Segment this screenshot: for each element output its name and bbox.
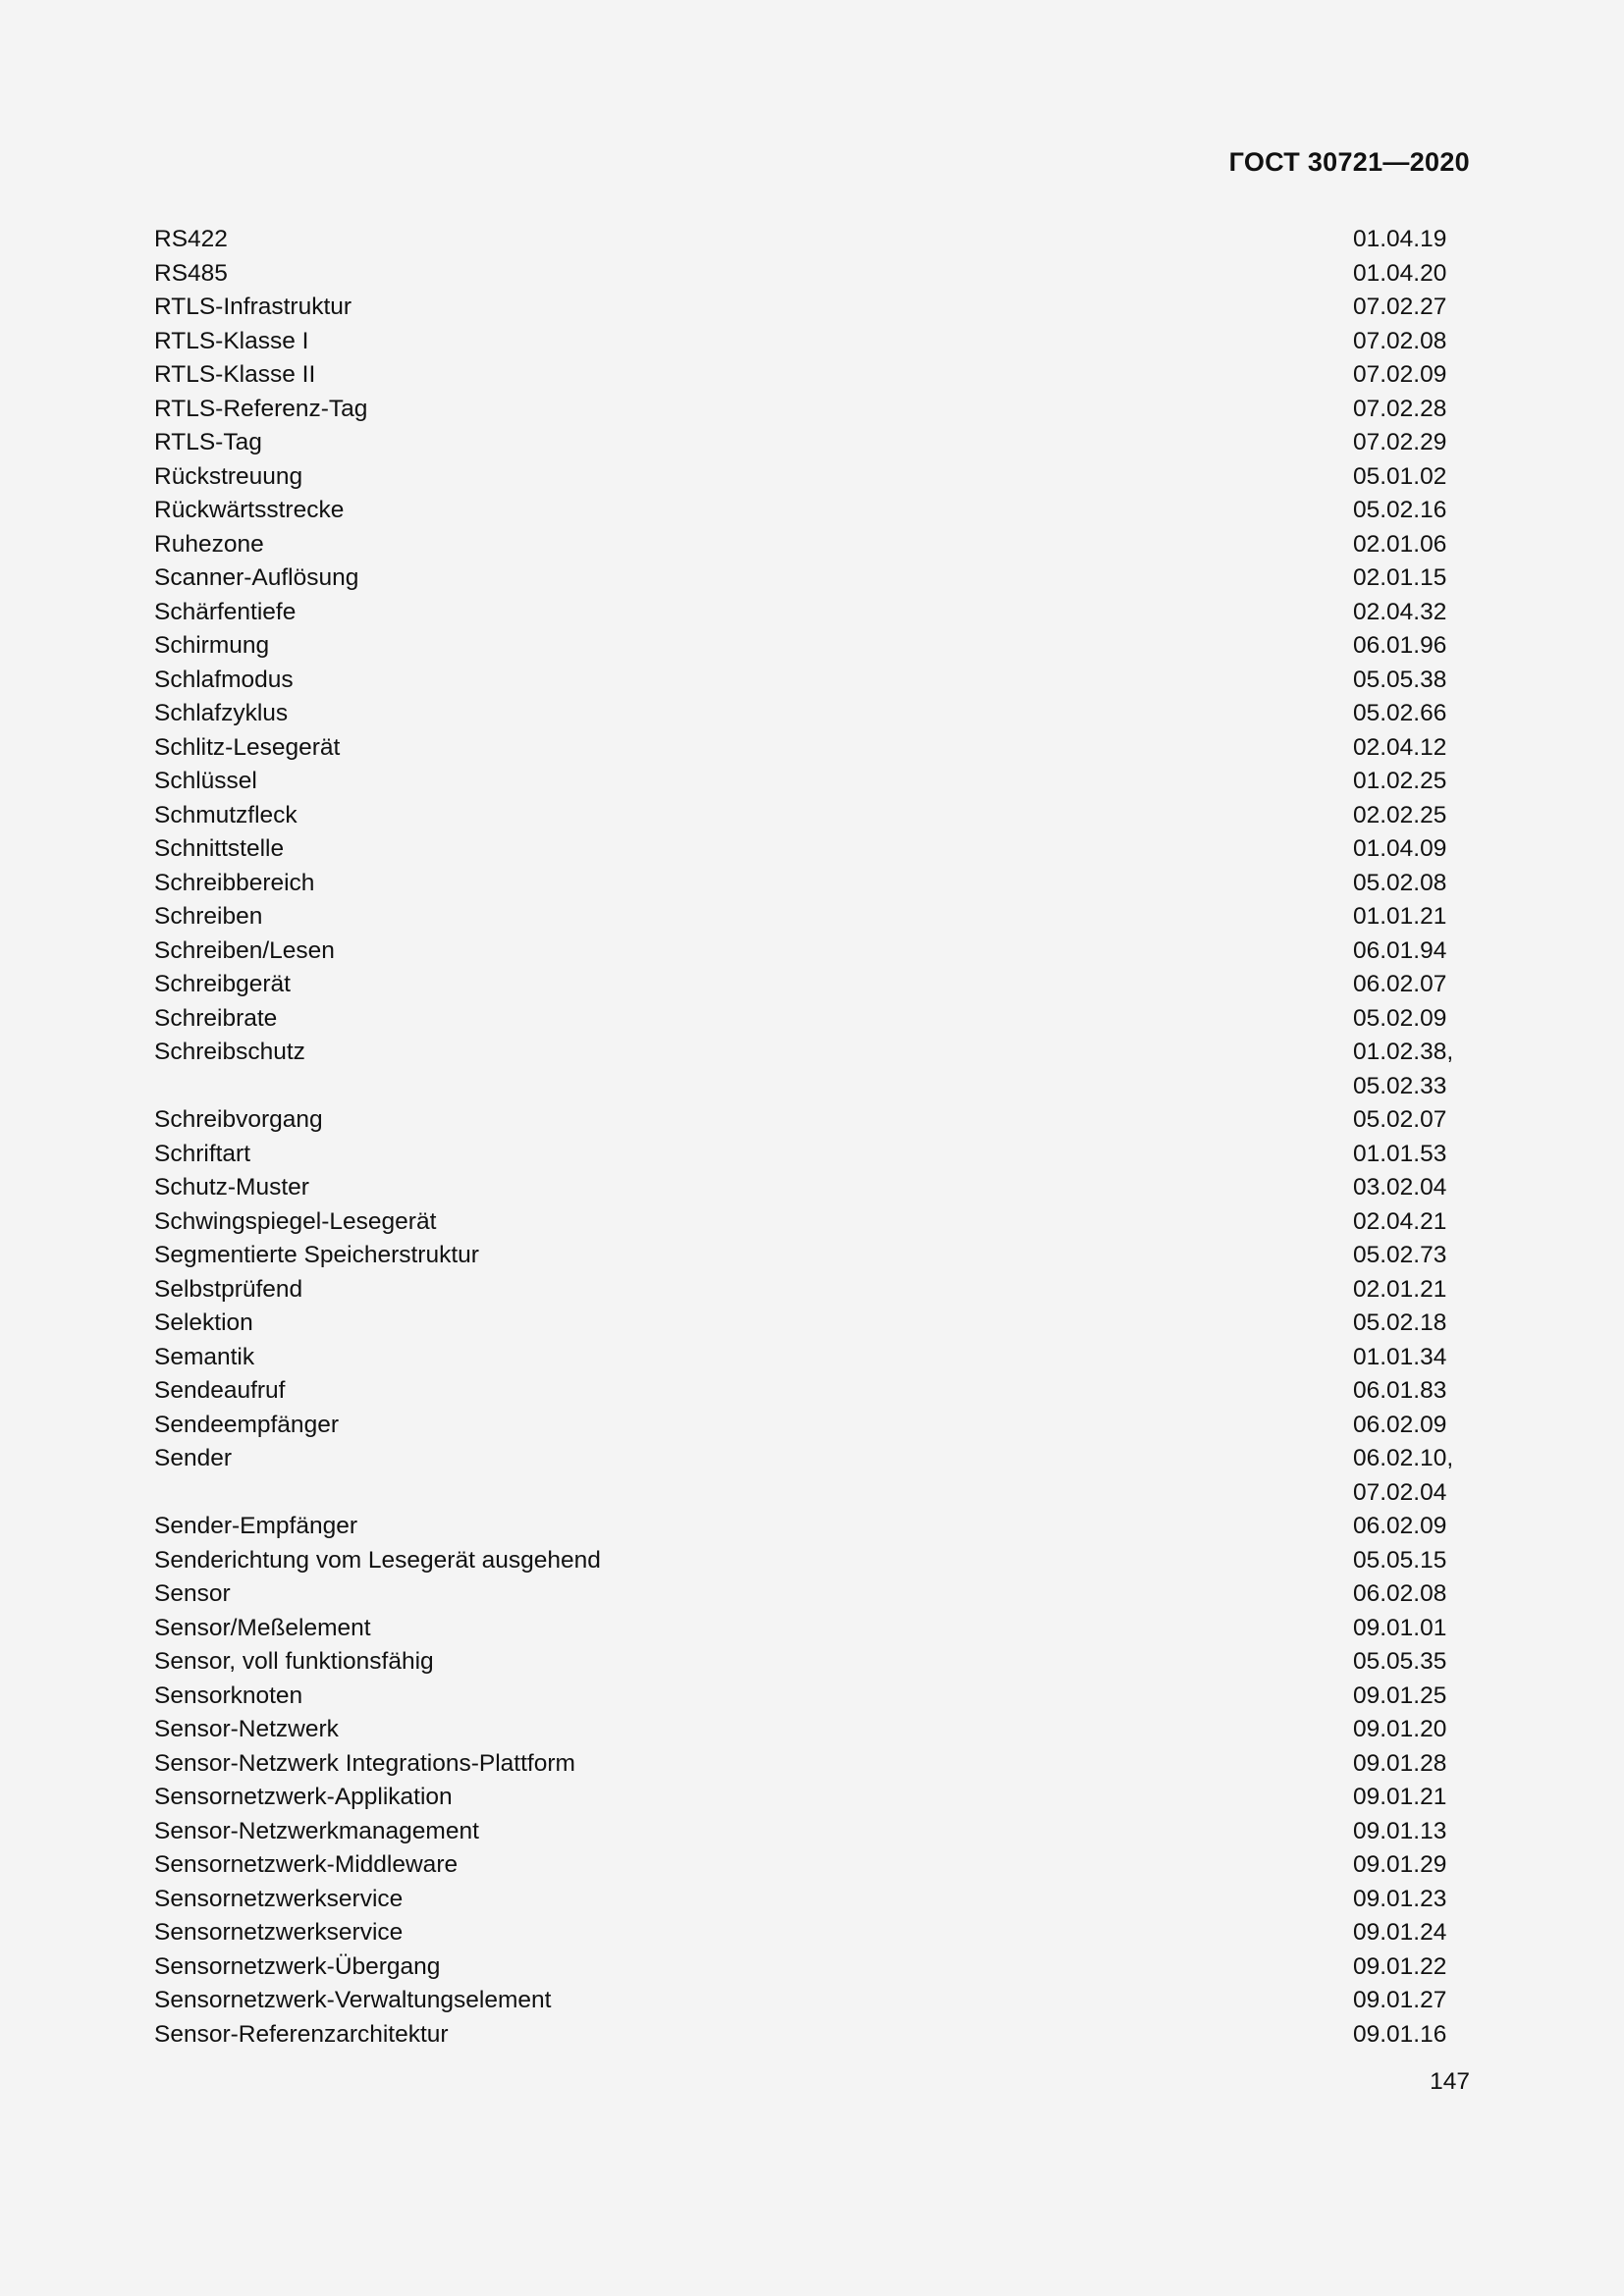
index-refs <box>1353 1680 1446 1714</box>
index-refs <box>1353 1273 1446 1308</box>
index-ref-number: 06.02.07 <box>1353 971 1447 997</box>
index-entry <box>154 1815 1470 1849</box>
index-ref-number: 03.02.04 <box>1353 1174 1447 1201</box>
index-entry <box>154 1747 1470 1782</box>
index-ref-number: 05.02.07 <box>1353 1106 1447 1133</box>
index-term: Sensornetzwerk-Applikation <box>154 1784 453 1810</box>
index-refs <box>1353 1747 1446 1782</box>
index-ref-number: 05.02.16 <box>1353 497 1447 523</box>
index-refs <box>1353 1409 1446 1443</box>
index-ref-number: 06.02.10, <box>1353 1445 1454 1471</box>
index-entry <box>154 426 1470 460</box>
index-refs <box>1353 1950 1446 1985</box>
index-refs <box>1353 426 1446 460</box>
index-refs <box>1353 697 1446 731</box>
index-term: Segmentierte Speicherstruktur <box>154 1242 479 1268</box>
index-entry <box>154 223 1470 257</box>
index-ref-number: 02.01.06 <box>1353 530 1447 558</box>
page-number: 147 <box>1430 2068 1470 2095</box>
index-refs <box>1353 765 1446 799</box>
index-term: RTLS-Infrastruktur <box>154 294 352 320</box>
index-ref-number: 02.01.15 <box>1353 564 1447 591</box>
index-entry <box>154 832 1470 867</box>
index-term: Sensornetzwerk-Übergang <box>154 1952 441 1980</box>
index-entry <box>154 1713 1470 1747</box>
index-ref-number: 05.02.33 <box>1353 1072 1447 1099</box>
index-ref-number: 09.01.21 <box>1353 1784 1447 1810</box>
index-entry <box>154 1442 1470 1510</box>
document-header <box>1080 147 1470 178</box>
index-term: Schnittstelle <box>154 835 285 862</box>
index-term: Schlafzyklus <box>154 700 289 726</box>
index-refs <box>1353 934 1446 969</box>
index-term: Scanner-Auflösung <box>154 564 359 591</box>
index-entry <box>154 325 1470 359</box>
index-refs <box>1353 1510 1446 1544</box>
index-term: Schreibschutz <box>154 1039 305 1065</box>
index-ref-number: 05.05.38 <box>1353 666 1447 693</box>
index-refs <box>1353 1138 1446 1172</box>
index-refs <box>1353 393 1446 427</box>
index-entry <box>154 1577 1470 1612</box>
index-term: Sendeempfänger <box>154 1411 339 1438</box>
index-entry <box>154 1205 1470 1240</box>
index-entry <box>154 291 1470 325</box>
index-term: Schreibgerät <box>154 971 291 997</box>
index-refs <box>1353 291 1446 325</box>
index-refs <box>1353 1036 1453 1103</box>
index-refs <box>1353 596 1446 630</box>
index-term: Semantik <box>154 1343 255 1370</box>
index-term: Schwingspiegel-Lesegerät <box>154 1207 437 1235</box>
index-entry <box>154 1510 1470 1544</box>
index-entry <box>154 2018 1470 2053</box>
index-ref-number: 09.01.28 <box>1353 1749 1447 1777</box>
index-refs <box>1353 1544 1446 1578</box>
index-refs <box>1353 1612 1446 1646</box>
index-ref-number: 06.02.08 <box>1353 1580 1447 1607</box>
index-ref-number: 01.01.21 <box>1353 903 1447 930</box>
index-term: Sensornetzwerkservice <box>154 1885 404 1912</box>
index-entry <box>154 1544 1470 1578</box>
index-refs <box>1353 561 1446 596</box>
index-entry <box>154 1341 1470 1375</box>
index-ref-number: 01.04.09 <box>1353 835 1447 862</box>
index-refs <box>1353 731 1446 766</box>
index-entry <box>154 494 1470 528</box>
index-ref-number: 02.04.32 <box>1353 598 1447 625</box>
index-refs <box>1353 1205 1446 1240</box>
index-term: Sensornetzwerk-Verwaltungselement <box>154 1987 552 2013</box>
index-term: Sensor-Netzwerkmanagement <box>154 1817 479 1844</box>
index-entry <box>154 596 1470 630</box>
index-refs <box>1353 1002 1446 1037</box>
index-refs <box>1353 1577 1446 1612</box>
index-term: Schriftart <box>154 1140 251 1167</box>
index-term: Sender <box>154 1445 233 1471</box>
index-term: Ruhezone <box>154 530 264 558</box>
index-ref-number: 05.05.35 <box>1353 1648 1447 1675</box>
index-refs <box>1353 1984 1446 2018</box>
index-refs <box>1353 358 1446 393</box>
index-term: Sensorknoten <box>154 1682 303 1709</box>
index-refs <box>1353 1307 1446 1341</box>
index-term: Sensor <box>154 1580 231 1607</box>
index-refs <box>1353 1374 1446 1409</box>
index-refs <box>1353 1781 1446 1815</box>
index-term: RTLS-Klasse I <box>154 327 309 354</box>
index-term: RS422 <box>154 226 228 252</box>
index-refs <box>1353 1645 1446 1680</box>
index-entry <box>154 393 1470 427</box>
index-ref-number: 09.01.01 <box>1353 1614 1447 1641</box>
index-entry <box>154 358 1470 393</box>
index-term: Schreibbereich <box>154 869 315 896</box>
index-entry <box>154 765 1470 799</box>
index-entry <box>154 257 1470 292</box>
index-entry <box>154 697 1470 731</box>
index-entry <box>154 561 1470 596</box>
index-ref-number: 02.01.21 <box>1353 1275 1447 1303</box>
index-term: Sensor-Netzwerk Integrations-Plattform <box>154 1749 575 1777</box>
index-entry <box>154 1781 1470 1815</box>
index-ref-number: 05.02.18 <box>1353 1309 1447 1336</box>
index-term: Schmutzfleck <box>154 801 298 828</box>
index-entry <box>154 1374 1470 1409</box>
index-ref-number: 05.02.73 <box>1353 1242 1447 1268</box>
index-term: Schutz-Muster <box>154 1174 309 1201</box>
index-ref-number: 07.02.09 <box>1353 361 1447 388</box>
index-term: Selektion <box>154 1309 253 1336</box>
index-ref-number: 09.01.22 <box>1353 1952 1447 1980</box>
index-ref-number: 01.02.38, <box>1353 1039 1454 1065</box>
index-refs <box>1353 1848 1446 1883</box>
index-ref-number: 06.01.96 <box>1353 632 1447 659</box>
index-refs <box>1353 460 1446 495</box>
term-index-list <box>154 223 1470 2052</box>
index-entry <box>154 1036 1470 1103</box>
index-entry <box>154 1409 1470 1443</box>
index-refs <box>1353 223 1446 257</box>
index-term: Schreibvorgang <box>154 1106 323 1133</box>
index-term: Schlitz-Lesegerät <box>154 733 341 761</box>
index-ref-number: 09.01.13 <box>1353 1817 1447 1844</box>
index-term: Rückstreuung <box>154 462 303 490</box>
index-ref-number: 06.02.09 <box>1353 1513 1447 1539</box>
index-ref-number: 07.02.28 <box>1353 395 1447 422</box>
index-term: Sensor/Meßelement <box>154 1614 371 1641</box>
index-entry <box>154 1171 1470 1205</box>
index-ref-number: 01.04.20 <box>1353 259 1447 287</box>
index-entry <box>154 867 1470 901</box>
index-refs <box>1353 968 1446 1002</box>
index-refs <box>1353 1341 1446 1375</box>
index-entry <box>154 1138 1470 1172</box>
index-ref-number: 07.02.08 <box>1353 327 1447 354</box>
index-term: RTLS-Referenz-Tag <box>154 395 368 422</box>
index-term: RTLS-Klasse II <box>154 361 316 388</box>
index-entry <box>154 1984 1470 2018</box>
index-ref-number: 09.01.25 <box>1353 1682 1447 1709</box>
index-ref-number: 01.02.25 <box>1353 768 1447 794</box>
index-entry <box>154 731 1470 766</box>
index-term: Schärfentiefe <box>154 598 297 625</box>
index-entry <box>154 900 1470 934</box>
index-ref-number: 02.04.12 <box>1353 733 1447 761</box>
index-entry <box>154 799 1470 833</box>
index-entry <box>154 1612 1470 1646</box>
index-entry <box>154 1883 1470 1917</box>
index-refs <box>1353 325 1446 359</box>
index-ref-number: 05.05.15 <box>1353 1546 1447 1574</box>
index-term: RS485 <box>154 259 228 287</box>
index-refs <box>1353 1883 1446 1917</box>
index-entry <box>154 968 1470 1002</box>
index-term: Schreibrate <box>154 1004 278 1032</box>
index-term: Sensornetzwerk-Middleware <box>154 1851 459 1878</box>
index-refs <box>1353 629 1446 664</box>
index-refs <box>1353 494 1446 528</box>
index-entry <box>154 1680 1470 1714</box>
index-refs <box>1353 257 1446 292</box>
index-term: Sensornetzwerkservice <box>154 1919 404 1946</box>
index-refs <box>1353 1916 1446 1950</box>
index-term: Sender-Empfänger <box>154 1513 358 1539</box>
index-term: Selbstprüfend <box>154 1275 303 1303</box>
index-term: Rückwärtsstrecke <box>154 497 345 523</box>
index-refs <box>1353 867 1446 901</box>
index-ref-number: 01.01.53 <box>1353 1140 1447 1167</box>
index-entry <box>154 664 1470 698</box>
index-entry <box>154 1848 1470 1883</box>
index-ref-number: 02.04.21 <box>1353 1207 1447 1235</box>
index-term: Senderichtung vom Lesegerät ausgehend <box>154 1546 601 1574</box>
index-ref-number: 09.01.20 <box>1353 1716 1447 1742</box>
index-refs <box>1353 1713 1446 1747</box>
index-term: Schlafmodus <box>154 666 294 693</box>
index-ref-number: 09.01.29 <box>1353 1851 1447 1878</box>
index-entry <box>154 1950 1470 1985</box>
index-term: RTLS-Tag <box>154 429 262 455</box>
index-ref-number: 07.02.04 <box>1353 1478 1447 1506</box>
index-entry <box>154 460 1470 495</box>
index-ref-number: 06.01.94 <box>1353 936 1447 964</box>
document-code: ГОСТ 30721—2020 <box>1228 147 1470 177</box>
index-term: Schirmung <box>154 632 270 659</box>
index-ref-number: 06.02.09 <box>1353 1411 1447 1438</box>
index-entry <box>154 1002 1470 1037</box>
index-term: Schreiben/Lesen <box>154 936 335 964</box>
index-refs <box>1353 2018 1446 2053</box>
index-ref-number: 02.02.25 <box>1353 801 1447 828</box>
index-term: Sensor, voll funktionsfähig <box>154 1648 434 1675</box>
index-ref-number: 01.04.19 <box>1353 226 1447 252</box>
index-ref-number: 01.01.34 <box>1353 1343 1447 1370</box>
index-entry <box>154 1916 1470 1950</box>
index-term: Schlüssel <box>154 768 257 794</box>
index-ref-number: 09.01.23 <box>1353 1885 1447 1912</box>
index-refs <box>1353 528 1446 562</box>
index-refs <box>1353 1239 1446 1273</box>
index-entry <box>154 934 1470 969</box>
index-ref-number: 09.01.16 <box>1353 2020 1447 2048</box>
index-term: Sendeaufruf <box>154 1377 286 1404</box>
index-term: Sensor-Referenzarchitektur <box>154 2020 449 2048</box>
index-entry <box>154 1103 1470 1138</box>
index-refs <box>1353 900 1446 934</box>
index-refs <box>1353 1815 1446 1849</box>
index-entry <box>154 1273 1470 1308</box>
index-ref-number: 05.02.08 <box>1353 869 1447 896</box>
index-term: Schreiben <box>154 903 263 930</box>
index-entry <box>154 1307 1470 1341</box>
index-ref-number: 07.02.27 <box>1353 294 1447 320</box>
index-refs <box>1353 1442 1453 1510</box>
index-ref-number: 07.02.29 <box>1353 429 1447 455</box>
index-ref-number: 05.02.09 <box>1353 1004 1447 1032</box>
index-refs <box>1353 832 1446 867</box>
index-term: Sensor-Netzwerk <box>154 1716 339 1742</box>
index-refs <box>1353 1171 1446 1205</box>
index-entry <box>154 1645 1470 1680</box>
index-entry <box>154 1239 1470 1273</box>
index-ref-number: 06.01.83 <box>1353 1377 1447 1404</box>
index-refs <box>1353 1103 1446 1138</box>
index-entry <box>154 528 1470 562</box>
index-refs <box>1353 799 1446 833</box>
index-refs <box>1353 664 1446 698</box>
index-ref-number: 09.01.24 <box>1353 1919 1447 1946</box>
index-ref-number: 05.01.02 <box>1353 462 1447 490</box>
index-ref-number: 05.02.66 <box>1353 700 1447 726</box>
index-entry <box>154 629 1470 664</box>
index-ref-number: 09.01.27 <box>1353 1987 1447 2013</box>
